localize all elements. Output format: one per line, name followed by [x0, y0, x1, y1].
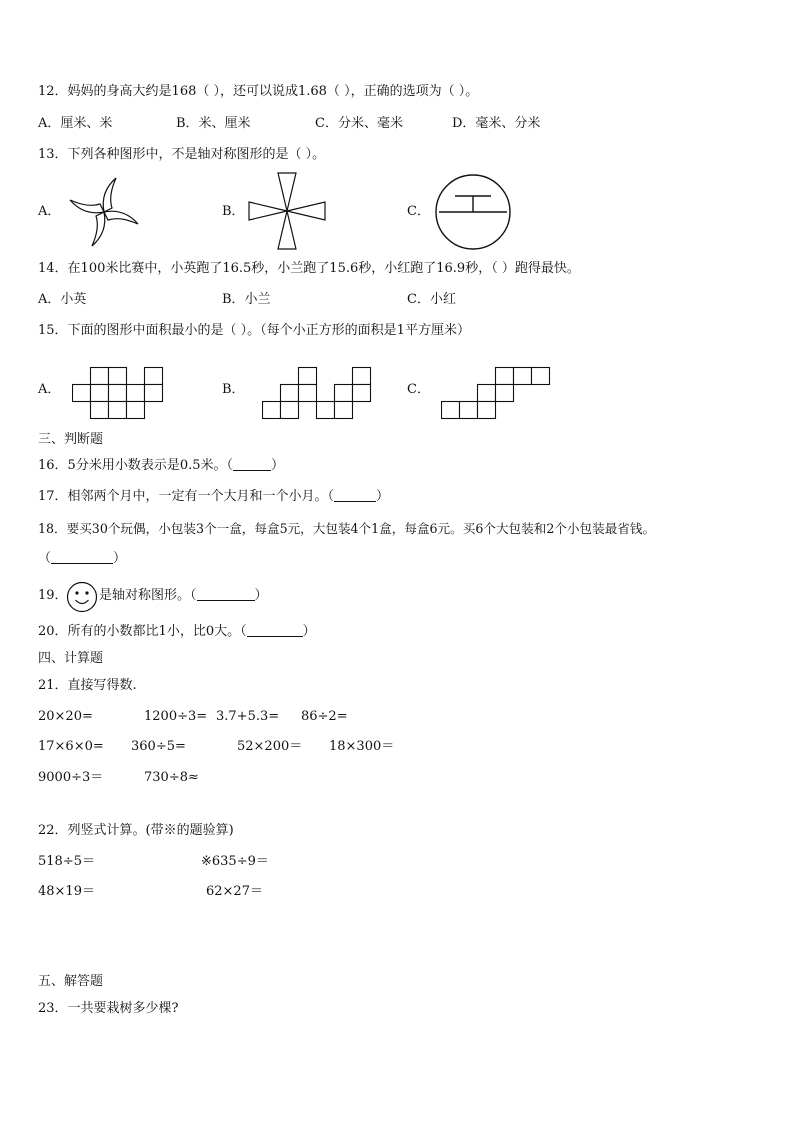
calc-item: 48×19＝	[38, 884, 95, 899]
question-19	[38, 588, 68, 604]
calc-item: ※635÷9＝	[201, 854, 269, 869]
question-19-close: ）	[254, 588, 268, 603]
question-16	[38, 458, 284, 474]
pinwheel-figure	[64, 172, 144, 252]
question-18-close: ）	[113, 551, 127, 566]
grid-figure-a	[72, 366, 164, 420]
grid-figure-c	[441, 366, 553, 420]
answer-blank-18[interactable]	[51, 551, 113, 564]
question-12-option-d: D．毫米、分米	[452, 116, 541, 131]
question-19-stem: 是轴对称图形。（	[99, 588, 197, 603]
question-20-stem: 20．所有的小数都比1小，比0大。（	[38, 624, 247, 639]
calc-item: 86÷2=	[301, 709, 348, 724]
calc-item: 730÷8≈	[144, 770, 199, 785]
calc-item: 20×20=	[38, 709, 93, 724]
question-19-text	[99, 588, 268, 604]
question-15-stem: 15．下面的图形中面积最小的是（ ）。（每个小正方形的面积是1平方厘米）	[38, 323, 470, 338]
calc-item: 1200÷3=	[144, 709, 208, 724]
calc-item: 3.7+5.3=	[216, 709, 280, 724]
circle-with-symbol-figure	[433, 172, 513, 252]
answer-blank-19[interactable]	[197, 588, 255, 601]
grid-figure-b	[262, 366, 374, 420]
calc-item: 17×6×0=	[38, 739, 104, 754]
question-14-option-c: C．小红	[407, 292, 456, 307]
smiley-face-icon	[66, 581, 98, 613]
question-16-stem: 16．5分米用小数表示是0.5米。（	[38, 458, 233, 473]
question-15-label-c: C．	[407, 382, 430, 397]
question-12-option-a: A．厘米、米	[38, 116, 113, 131]
calc-item: 360÷5=	[131, 739, 186, 754]
question-13-label-a: A．	[38, 204, 61, 219]
question-21-stem: 21．直接写得数.	[38, 678, 137, 693]
answer-blank-20[interactable]	[247, 624, 303, 637]
question-15-label-b: B．	[222, 382, 245, 397]
calc-item: 18×300＝	[329, 739, 395, 754]
section-5-title: 五、解答题	[38, 974, 104, 989]
calc-item: 62×27＝	[206, 884, 263, 899]
calc-item: 9000÷3＝	[38, 770, 104, 785]
question-13-label-c: C．	[407, 204, 430, 219]
question-14-option-a: A．小英	[38, 292, 87, 307]
question-15-label-a: A．	[38, 382, 61, 397]
question-16-close: ）	[271, 458, 285, 473]
question-14-stem: 14．在100米比赛中，小英跑了16.5秒，小兰跑了15.6秒，小红跑了16.9秒，（ ）跑得最快。	[38, 261, 580, 276]
answer-blank-17[interactable]	[334, 489, 376, 502]
question-23-stem: 23．一共要栽树多少棵?	[38, 1001, 179, 1016]
section-3-title: 三、判断题	[38, 432, 104, 447]
question-18-open: （	[38, 551, 52, 566]
bowtie-cross-figure	[247, 172, 327, 250]
question-12-stem: 12．妈妈的身高大约是168（ ），还可以说成1.68（ ），正确的选项为（ ）。	[38, 84, 479, 99]
question-12-option-b: B．米、厘米	[176, 116, 251, 131]
question-20	[38, 624, 316, 640]
question-13-stem: 13．下列各种图形中，不是轴对称图形的是（ ）。	[38, 147, 326, 162]
question-19-number: 19．	[38, 588, 68, 603]
question-17-stem: 17．相邻两个月中，一定有一个大月和一个小月。（	[38, 489, 335, 504]
answer-blank-16[interactable]	[233, 458, 271, 471]
question-14-option-b: B．小兰	[222, 292, 271, 307]
question-13-label-b: B．	[222, 204, 245, 219]
question-22-stem: 22．列竖式计算。(带※的题验算)	[38, 823, 234, 838]
question-17	[38, 489, 389, 505]
question-20-close: ）	[302, 624, 316, 639]
question-12-option-c: C．分米、毫米	[315, 116, 403, 131]
question-18-stem: 18．要买30个玩偶，小包装3个一盒，每盒5元，大包装4个1盒，每盒6元。买6个大包装和2个小包装最省钱。	[38, 521, 656, 536]
question-18-answer	[38, 551, 126, 567]
calc-item: 518÷5＝	[38, 854, 95, 869]
calc-item: 52×200＝	[237, 739, 303, 754]
question-17-close: ）	[376, 489, 390, 504]
section-4-title: 四、计算题	[38, 651, 104, 666]
